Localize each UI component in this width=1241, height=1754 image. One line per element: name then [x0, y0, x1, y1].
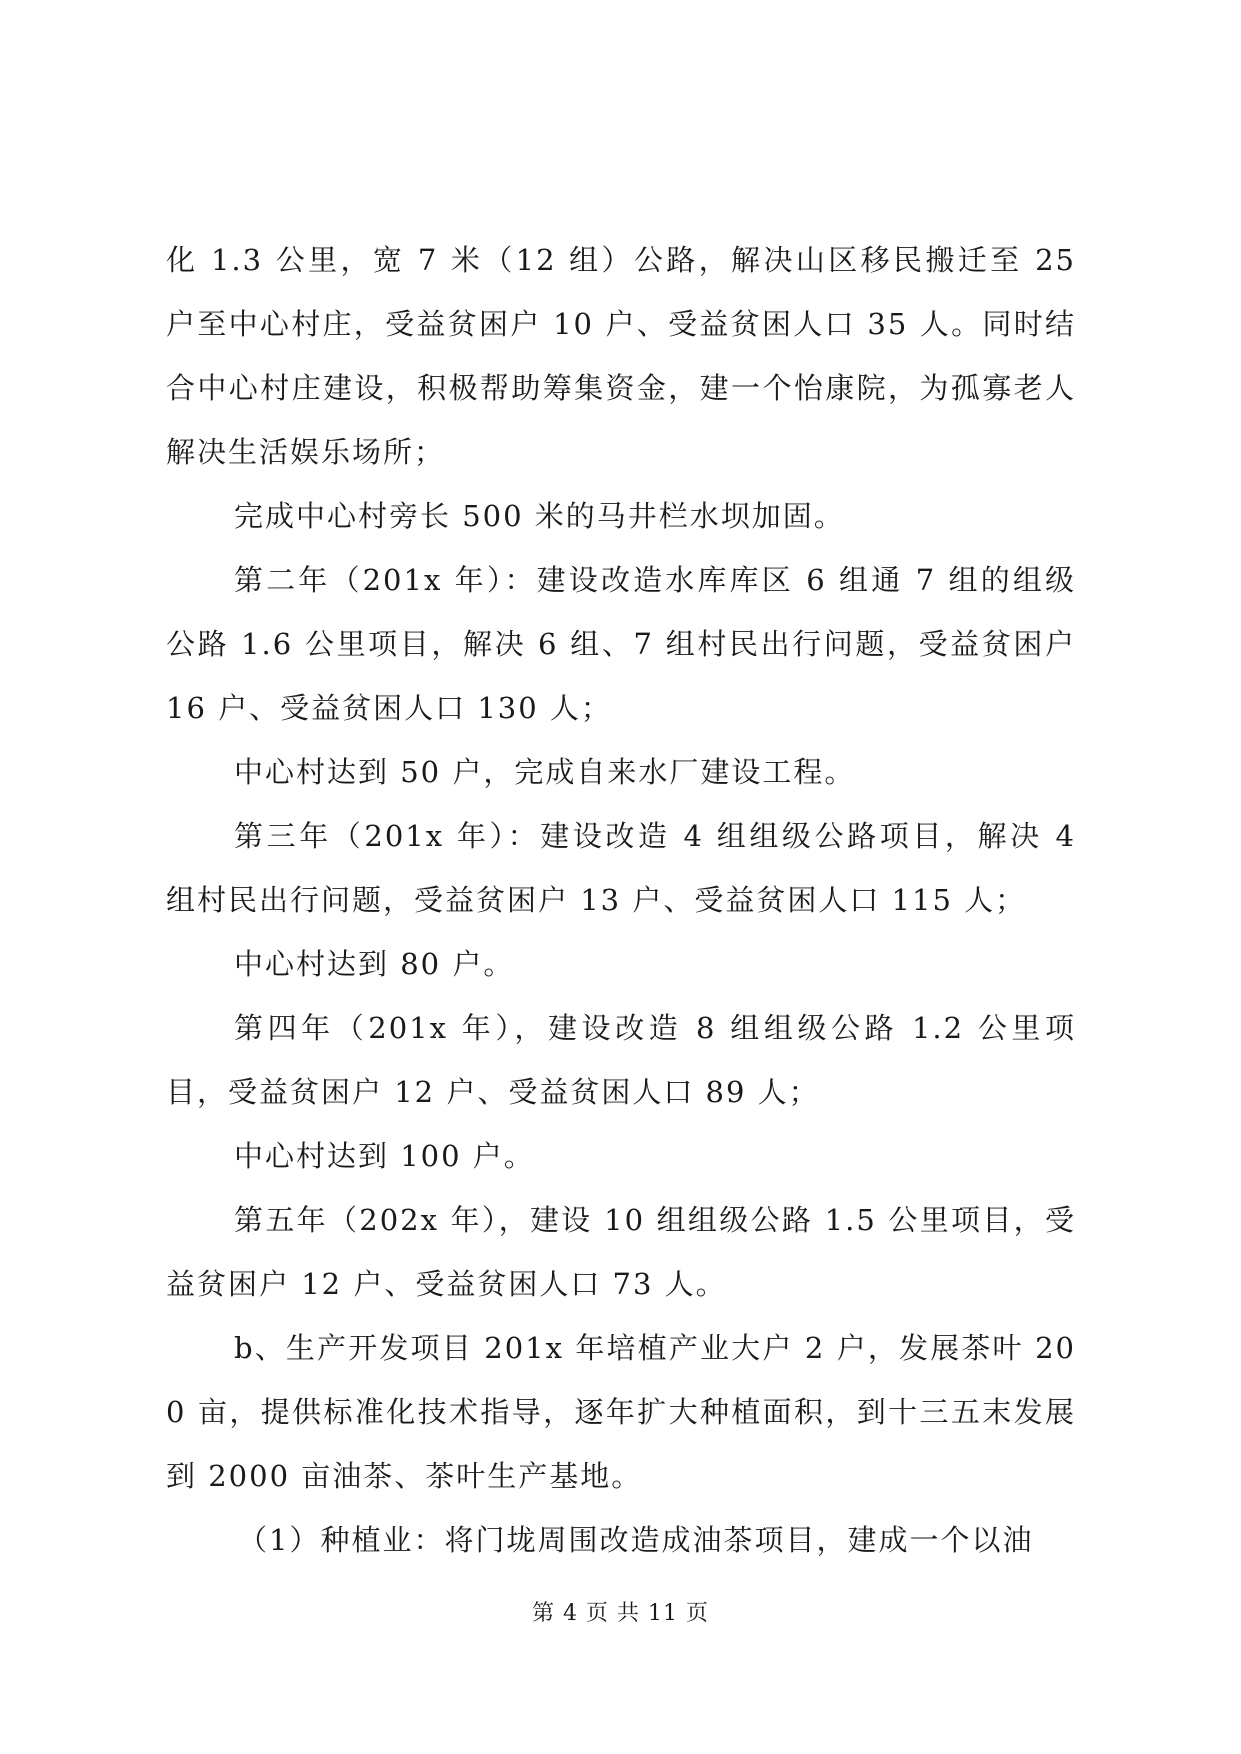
page-number-footer: 第 4 页 共 11 页 [532, 1601, 709, 1626]
paragraph: 中心村达到 50 户，完成自来水厂建设工程。 [234, 755, 856, 789]
paragraph: 第四年（201x 年），建设改造 8 组组级公路 1.2 公里项目，受益贫困户 12 户、受益贫困人口 89 人； [166, 1011, 1076, 1109]
paragraph: 中心村达到 80 户。 [234, 947, 515, 981]
paragraph: 第三年（201x 年）：建设改造 4 组组级公路项目，解决 4 组村民出行问题，受益贫困户 13 户、受益贫困人口 115 人； [166, 819, 1076, 917]
paragraph: （1）种植业：将门垅周围改造成油茶项目，建成一个以油 [238, 1523, 1034, 1557]
paragraph: 中心村达到 100 户。 [234, 1139, 535, 1173]
document-body [166, 228, 1076, 1572]
paragraph: 化 1.3 公里，宽 7 米（12 组）公路，解决山区移民搬迁至 25 户至中心村庄，受益贫困户 10 户、受益贫困人口 35 人。同时结合中心村庄建设，积极帮助筹集资金，建一个怡康院，为孤寡老人解决生活娱乐场所； [166, 243, 1076, 469]
paragraph: 第五年（202x 年），建设 10 组组级公路 1.5 公里项目，受益贫困户 12 户、受益贫困人口 73 人。 [166, 1203, 1076, 1301]
paragraph: 完成中心村旁长 500 米的马井栏水坝加固。 [234, 499, 845, 533]
paragraph: b、生产开发项目 201x 年培植产业大户 2 户，发展茶叶 200 亩，提供标准化技术指导，逐年扩大种植面积，到十三五末发展到 2000 亩油茶、茶叶生产基地。 [166, 1331, 1076, 1493]
paragraph: 第二年（201x 年）：建设改造水库库区 6 组通 7 组的组级公路 1.6 公里项目，解决 6 组、7 组村民出行问题，受益贫困户 16 户、受益贫困人口 130 人； [166, 563, 1076, 725]
